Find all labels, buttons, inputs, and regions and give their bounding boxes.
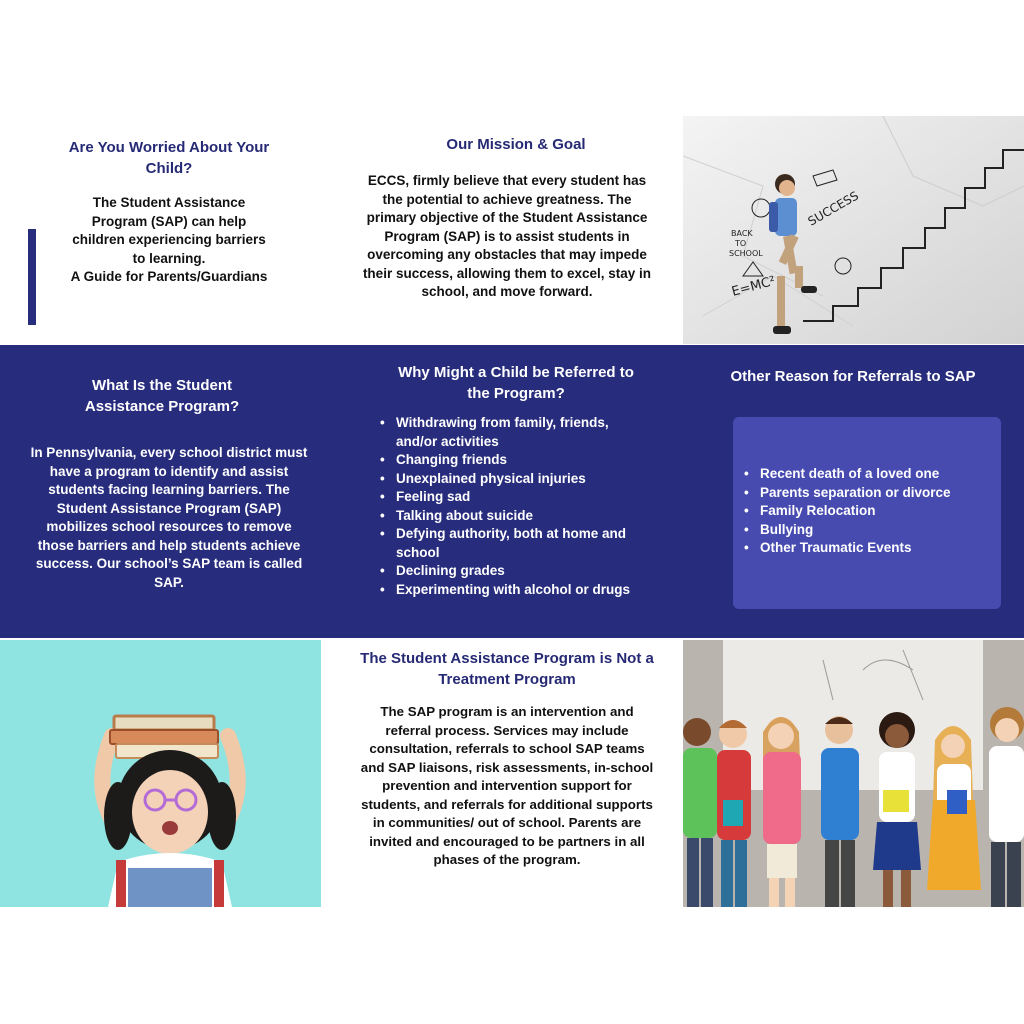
svg-text:E=MC²: E=MC² xyxy=(730,273,778,300)
list-item: • Family Relocation xyxy=(742,502,996,521)
list-item: • Withdrawing from family, friends, and/or activities xyxy=(378,414,650,451)
not-treatment-title: The Student Assistance Program is Not a Treatment Program xyxy=(360,650,654,688)
worried-title: Are You Worried About Your Child? xyxy=(68,139,270,177)
list-item: • Recent death of a loved one xyxy=(742,465,996,484)
success-doodle: SUCCESS xyxy=(805,188,861,229)
list-item: • Bullying xyxy=(742,521,996,540)
other-reasons-list xyxy=(742,465,996,558)
worried-line-1: The Student Assistance xyxy=(92,195,246,210)
svg-text:TO: TO xyxy=(735,239,747,248)
list-item: • Changing friends xyxy=(378,451,650,470)
children-illustration xyxy=(683,640,1024,907)
what-is-title: What Is the Student Assistance Program? xyxy=(84,377,240,415)
worried-body xyxy=(40,194,298,287)
worried-line-3: children experiencing barriers xyxy=(72,232,266,247)
worried-line-4: to learning. xyxy=(132,250,206,266)
other-reasons-title: Other Reason for Referrals to SAP xyxy=(730,368,976,385)
girl-illustration xyxy=(0,640,321,907)
back-to-school-doodle: BACK xyxy=(731,229,753,238)
list-item: • Defying authority, both at home and school xyxy=(378,525,650,562)
list-item: • Feeling sad xyxy=(378,488,650,507)
not-treatment-body: The SAP program is an intervention and referral process. Services may include consultation, referrals to school SAP teams and SAP liaisons, risk assessments, in-school prevention and intervention support for students, and referrals for additional supports in communities/ out of school. Parents are invited and encouraged to be partners in all phases of the program. xyxy=(360,704,654,867)
worried-line-5: A Guide for Parents/Guardians xyxy=(70,269,268,284)
list-item: • Parents separation or divorce xyxy=(742,484,996,503)
why-referred-title: Why Might a Child be Referred to the Program? xyxy=(398,364,634,402)
worried-line-2: Program (SAP) can help xyxy=(91,213,247,229)
svg-text:SCHOOL: SCHOOL xyxy=(729,249,763,258)
why-referred-list xyxy=(378,414,650,599)
list-item: • Unexplained physical injuries xyxy=(378,470,650,489)
stairs-illustration xyxy=(683,116,1024,344)
stairs-success-image xyxy=(683,116,1024,344)
list-item: • Experimenting with alcohol or drugs xyxy=(378,581,650,600)
girl-with-books-image xyxy=(0,640,321,907)
mission-body: ECCS, firmly believe that every student has the potential to achieve greatness. The primary objective of the Student Assistance Program (SAP) is to assist students in overcoming any obstacles that may impede their success, allowing them to excel, stay in school, and move forward. xyxy=(362,173,652,299)
children-group-image xyxy=(683,640,1024,907)
list-item: • Other Traumatic Events xyxy=(742,539,996,558)
mission-title: Our Mission & Goal xyxy=(446,136,586,153)
list-item: • Talking about suicide xyxy=(378,507,650,526)
what-is-body: In Pennsylvania, every school district must have a program to identify and assist students facing learning barriers. The Student Assistance Program (SAP) mobilizes school resources to remove those barriers and help students achieve success. Our school’s SAP team is called SAP. xyxy=(30,445,308,590)
accent-bar xyxy=(28,229,36,325)
list-item: • Declining grades xyxy=(378,562,650,581)
